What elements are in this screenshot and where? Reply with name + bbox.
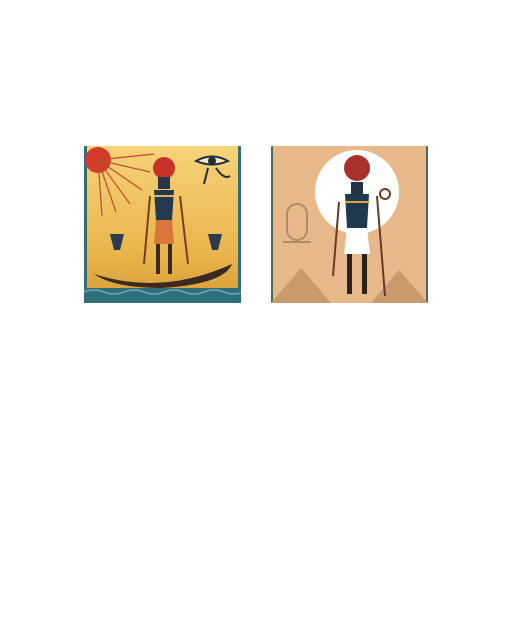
egyptian-sun-god-standing-image — [271, 146, 428, 303]
egyptian-sun-god-boat-image — [84, 146, 241, 303]
